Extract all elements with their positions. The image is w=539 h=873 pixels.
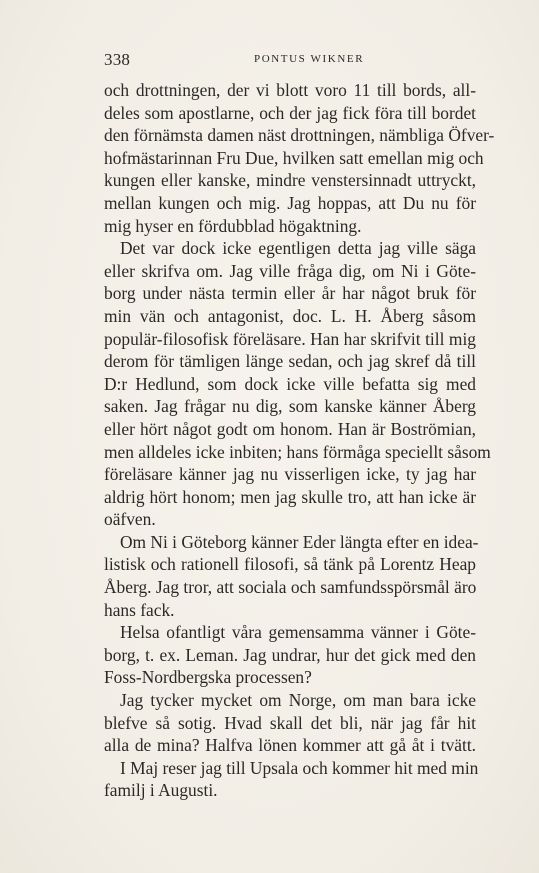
text-line: borg under nästa termin eller år har något bruk för <box>104 283 476 304</box>
text-line: populär-filosofisk föreläsare. Han har skrifvit till mig <box>104 328 476 349</box>
text-line: hans fack. <box>104 599 175 620</box>
text-line: Om Ni i Göteborg känner Eder längta efter en idea- <box>120 531 479 552</box>
text-line: hofmästarinnan Fru Due, hvilken satt emellan mig och <box>104 147 484 168</box>
text-line: oäfven. <box>104 509 156 530</box>
text-line: min vän och antagonist, doc. L. H. Åberg såsom <box>104 305 476 326</box>
text-line: blefve så sotig. Hvad skall det bli, när jag får hit <box>104 712 476 733</box>
text-line: listisk och rationell filosofi, så tänk på Lorentz Heap <box>104 554 476 575</box>
text-line: mig hyser en fördubblad högaktning. <box>104 215 362 236</box>
text-line: D:r Hedlund, som dock icke ville befatta sig med <box>104 373 476 394</box>
page-number: 338 <box>104 50 131 69</box>
text-line: eller hört något godt om honom. Han är Boströmian, <box>104 418 476 439</box>
text-line: mellan kungen och mig. Jag hoppas, att Du nu för <box>104 192 476 213</box>
text-line: Helsa ofantligt våra gemensamma vänner i Göte- <box>120 622 476 643</box>
text-line: Det var dock icke egentligen detta jag ville säga <box>120 238 476 259</box>
text-line: och drottningen, der vi blott voro 11 till bords, all- <box>104 80 476 100</box>
text-line: Åberg. Jag tror, att sociala och samfundsspörsmål äro <box>104 577 477 598</box>
text-line: familj i Augusti. <box>104 780 218 801</box>
text-line: kungen eller kanske, mindre venstersinnadt uttryckt, <box>104 170 476 191</box>
text-line: men alldeles icke inbiten; hans förmåga speciellt såsom <box>104 441 491 462</box>
running-head: PONTUS WIKNER <box>254 53 365 65</box>
text-line: derom för tämligen länge sedan, och jag skref då till <box>104 351 476 372</box>
text-line: alla de mina? Halfva lönen kommer att gå åt i tvätt. <box>104 735 476 756</box>
text-line: I Maj reser jag till Upsala och kommer hit med min <box>120 757 479 778</box>
text-line: Jag tycker mycket om Norge, om man bara icke <box>120 690 476 711</box>
text-line: aldrig hört honom; men jag skulle tro, att han icke är <box>104 486 476 507</box>
text-line: borg, t. ex. Leman. Jag undrar, hur det gick med den <box>104 644 476 665</box>
page-header <box>104 50 474 70</box>
text-line: deles som apostlarne, och der jag fick föra till bordet <box>104 102 476 123</box>
text-line: eller skrifva om. Jag ville fråga dig, om Ni i Göte- <box>104 260 476 281</box>
text-line: den förnämsta damen näst drottningen, nämbliga Öfver- <box>104 125 495 146</box>
body-text <box>104 79 495 802</box>
text-line: Foss-Nordbergska processen? <box>104 667 312 688</box>
text-line: saken. Jag frågar nu dig, som kanske känner Åberg <box>104 396 476 417</box>
text-line: föreläsare känner jag nu visserligen icke, ty jag har <box>104 464 476 485</box>
